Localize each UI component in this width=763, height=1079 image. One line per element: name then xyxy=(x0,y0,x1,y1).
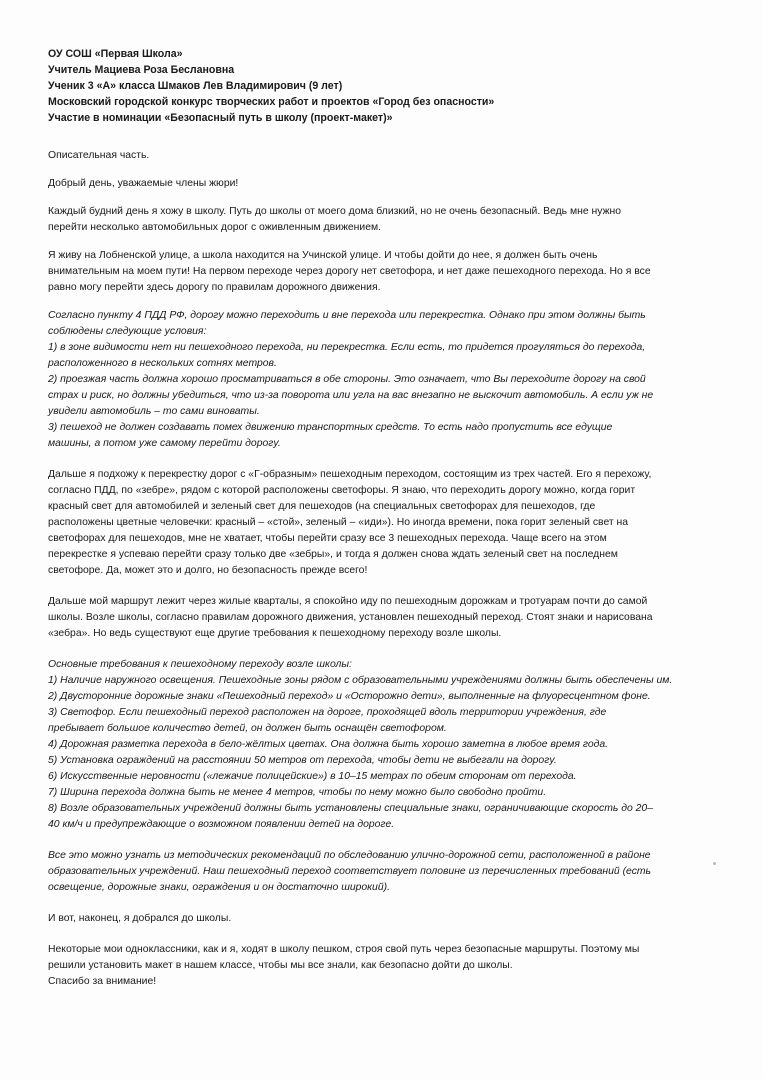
nomination-name: Участие в номинации «Безопасный путь в школу (проект-макет)» xyxy=(48,112,393,124)
paragraph-line: Некоторые мои одноклассники, как и я, ходят в школу пешком, строя свой путь через безопасные маршруты. Поэтому мы xyxy=(48,944,640,955)
conclusion-line: освещение, дорожные знаки, ограждения и он достаточно широкий). xyxy=(48,882,390,893)
requirements-line: пребывает большое количество детей, он должен быть оснащён светофором. xyxy=(48,723,447,734)
conclusion-line: образовательных учреждений. Наш пешеходный переход соответствует половине из перечисленных требований (есть xyxy=(48,866,652,877)
paragraph-line: перейти несколько автомобильных дорог с оживленным движением. xyxy=(48,222,382,233)
paragraph-line: Я живу на Лобненской улице, а школа находится на Учинской улице. И чтобы дойти до нее, я должен быть очень xyxy=(48,250,598,261)
paragraph-line: светофорах для пешеходов, мне не хватает, чтобы перейти сразу все 3 пешеходных перехода. Чаще всего на этом xyxy=(48,533,607,544)
paragraph-line: школы. Возле школы, согласно правилам дорожного движения, установлен пешеходный переход. Стоят знаки и нарисована xyxy=(48,612,653,623)
greeting: Добрый день, уважаемые члены жюри! xyxy=(48,178,239,189)
requirements-line: 1) Наличие наружного освещения. Пешеходные зоны рядом с образовательными учреждениями должны быть обеспечены им. xyxy=(48,675,673,686)
rules-line: 2) проезжая часть должна хорошо просматриваться в обе стороны. Это означает, что Вы переходите дорогу на свой xyxy=(48,374,646,385)
requirements-line: 4) Дорожная разметка перехода в бело-жёлтых цветах. Она должна быть хорошо заметна в любое время года. xyxy=(48,739,609,750)
paragraph-line: перекрестке я успеваю перейти сразу только две «зебры», и тогда я должен снова ждать зеленый свет на последнем xyxy=(48,549,618,560)
arrival-sentence: И вот, наконец, я добрался до школы. xyxy=(48,913,232,924)
requirements-line: 3) Светофор. Если пешеходный переход расположен на дороге, проходящей вдоль территории учреждения, где xyxy=(48,707,607,718)
paragraph-line: расположены цветные человечки: красный – «стой», зеленый – «иди»). Но иногда времени, пока горит зеленый свет на xyxy=(48,517,629,528)
paragraph-first-crossing xyxy=(48,248,718,296)
requirements-line: 5) Установка ограждений на расстоянии 50 метров от перехода, чтобы дети не выбегали на дорогу. xyxy=(48,755,557,766)
thanks-line: Спасибо за внимание! xyxy=(48,976,157,987)
paragraph-line: Каждый будний день я хожу в школу. Путь до школы от моего дома близкий, но не очень безопасный. Ведь мне нужно xyxy=(48,206,622,217)
rules-line: Согласно пункту 4 ПДД РФ, дорогу можно переходить и вне перехода или перекрестка. Однако при этом должны быть xyxy=(48,310,646,321)
traffic-rules-quote xyxy=(48,308,718,452)
rules-line: страх и риск, но должны убедиться, что из-за поворота или угла на вас внезапно не выскочит автомобиль. А если уж не xyxy=(48,390,654,401)
rules-line: машины, а потом уже самому перейти дорогу. xyxy=(48,438,281,449)
paragraph-line: равно могу перейти здесь дорогу по правилам дорожного движения. xyxy=(48,282,381,293)
paragraph-line: Дальше мой маршрут лежит через жилые кварталы, я спокойно иду по пешеходным дорожкам и тротуарам почти до самой xyxy=(48,596,648,607)
conclusion-line: Все это можно узнать из методических рекомендаций по обследованию улично-дорожной сети, расположенной в районе xyxy=(48,850,651,861)
paragraph-residential xyxy=(48,594,718,642)
contest-name: Московский городской конкурс творческих работ и проектов «Город без опасности» xyxy=(48,96,495,108)
paragraph-line: внимательным на моем пути! На первом переходе через дорогу нет светофора, и нет даже пешеходного перехода. Но я все xyxy=(48,266,651,277)
document-header xyxy=(48,46,718,126)
requirements-line: 2) Двусторонние дорожные знаки «Пешеходный переход» и «Осторожно дети», выполненные на флуоресцентном фоне. xyxy=(48,691,651,702)
paragraph-line: решили установить макет в нашем классе, чтобы мы все знали, как безопасно дойти до школы. xyxy=(48,960,513,971)
rules-line: расположенного в нескольких сотнях метров. xyxy=(48,358,277,369)
school-name: ОУ СОШ «Первая Школа» xyxy=(48,48,183,60)
rules-line: 3) пешеход не должен создавать помех движению транспортных средств. То есть надо пропустить все едущие xyxy=(48,422,613,433)
paragraph-line: «зебра». Но ведь существуют еще другие требования к пешеходному переходу возле школы. xyxy=(48,628,502,639)
crossing-requirements-list xyxy=(48,657,718,833)
requirements-line: 40 км/ч и предупреждающие о возможном появлении детей на дороге. xyxy=(48,819,395,830)
paragraph-line: Дальше я подхожу к перекрестку дорог с «Г-образным» пешеходным переходом, состоящим из трех частей. Его я перехожу, xyxy=(48,469,652,480)
paragraph-intersection xyxy=(48,467,718,579)
paragraph-classmates xyxy=(48,942,718,990)
section-title: Описательная часть. xyxy=(48,150,150,161)
requirements-line: 8) Возле образовательных учреждений должны быть установлены специальные знаки, ограничивающие скорость до 20– xyxy=(48,803,653,814)
student-name: Ученик 3 «А» класса Шмаков Лев Владимирович (9 лет) xyxy=(48,80,343,92)
document-content xyxy=(48,46,718,1002)
requirements-line: 6) Искусственные неровности («лежачие полицейские») в 10–15 метрах по обеим сторонам от перехода. xyxy=(48,771,577,782)
paragraph-line: красный свет для автомобилей и зеленый свет для пешеходов (на специальных светофорах для пешеходов, где xyxy=(48,501,596,512)
scan-speck xyxy=(713,862,716,865)
paragraph-route-intro xyxy=(48,204,718,236)
teacher-name: Учитель Мациева Роза Беслановна xyxy=(48,64,235,76)
rules-line: увидели автомобиль – то сами виноваты. xyxy=(48,406,260,417)
rules-line: 1) в зоне видимости нет ни пешеходного перехода, ни перекрестка. Если есть, то придется прогуляться до перехода, xyxy=(48,342,646,353)
requirements-line: 7) Ширина перехода должна быть не менее 4 метров, чтобы по нему можно было свободно пройти. xyxy=(48,787,547,798)
paragraph-line: согласно ПДД, по «зебре», рядом с которой расположены светофоры. Я знаю, что переходить дорогу можно, когда горит xyxy=(48,485,636,496)
rules-line: соблюдены следующие условия: xyxy=(48,326,207,337)
requirements-line: Основные требования к пешеходному переходу возле школы: xyxy=(48,659,352,670)
conclusion-paragraph xyxy=(48,848,718,896)
paragraph-line: светофоре. Да, может это и долго, но безопасность прежде всего! xyxy=(48,565,368,576)
